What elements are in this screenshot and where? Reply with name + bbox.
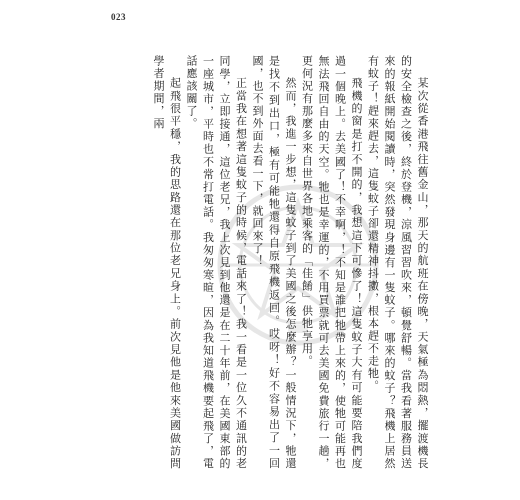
paragraph: 某次從香港飛往舊金山，那天的航班在傍晚，天氣極為悶熱，擺渡機長的安全檢查之後，終於登機，涼風習習吹來，頓覺舒暢。當我看著服務員送來的報紙開始閱讀時，突然發現身邊有一隻蚊子。哪來的蚊子？飛機上居然有蚊子！趕來趕去，這隻蚊子卻還精神抖擻，根本趕不走牠。: [366, 55, 429, 470]
paragraph: 飛機的窗是打不開的，我想這下可慘了！這隻蚊子大有可能要陪我們度過一個晚上。去美國了！不幸啊，！不知是誰把牠帶上來的，使牠可能再也無法飛回自由的天空。牠也是幸運的，不用買票就可去美國免費旅行一趟，更何況有那麼多來自世界各地乘客的「佳餚」供牠享用。: [300, 55, 363, 470]
page-number: 023: [111, 12, 126, 22]
paragraph: 正當我在想著這隻蚊子的時候，電話來了！我一看是一位久不通訊的老同學，立即接通，這位老兄，我上次見到他還是在二十年前，在美國東部的一座城市，平時也不常打電話。我匆匆寒暄，因為我知道飛機要起飛了，電話應該關了。: [185, 55, 248, 470]
paragraph: 然而，我進一步想，這隻蚊子到了美國之後怎麼辦？一般情況下，牠還是找不到出口，極有可能牠還得自原飛機返回。哎呀！好不容易出了一回國，也不到外面去看一下，就回來了！: [251, 55, 297, 470]
article-body: [150, 55, 431, 470]
paragraph: 起飛很平穩，我的思路還在那位老兄身上。前次見他是他來美國做訪問學者期間，兩: [152, 55, 182, 470]
